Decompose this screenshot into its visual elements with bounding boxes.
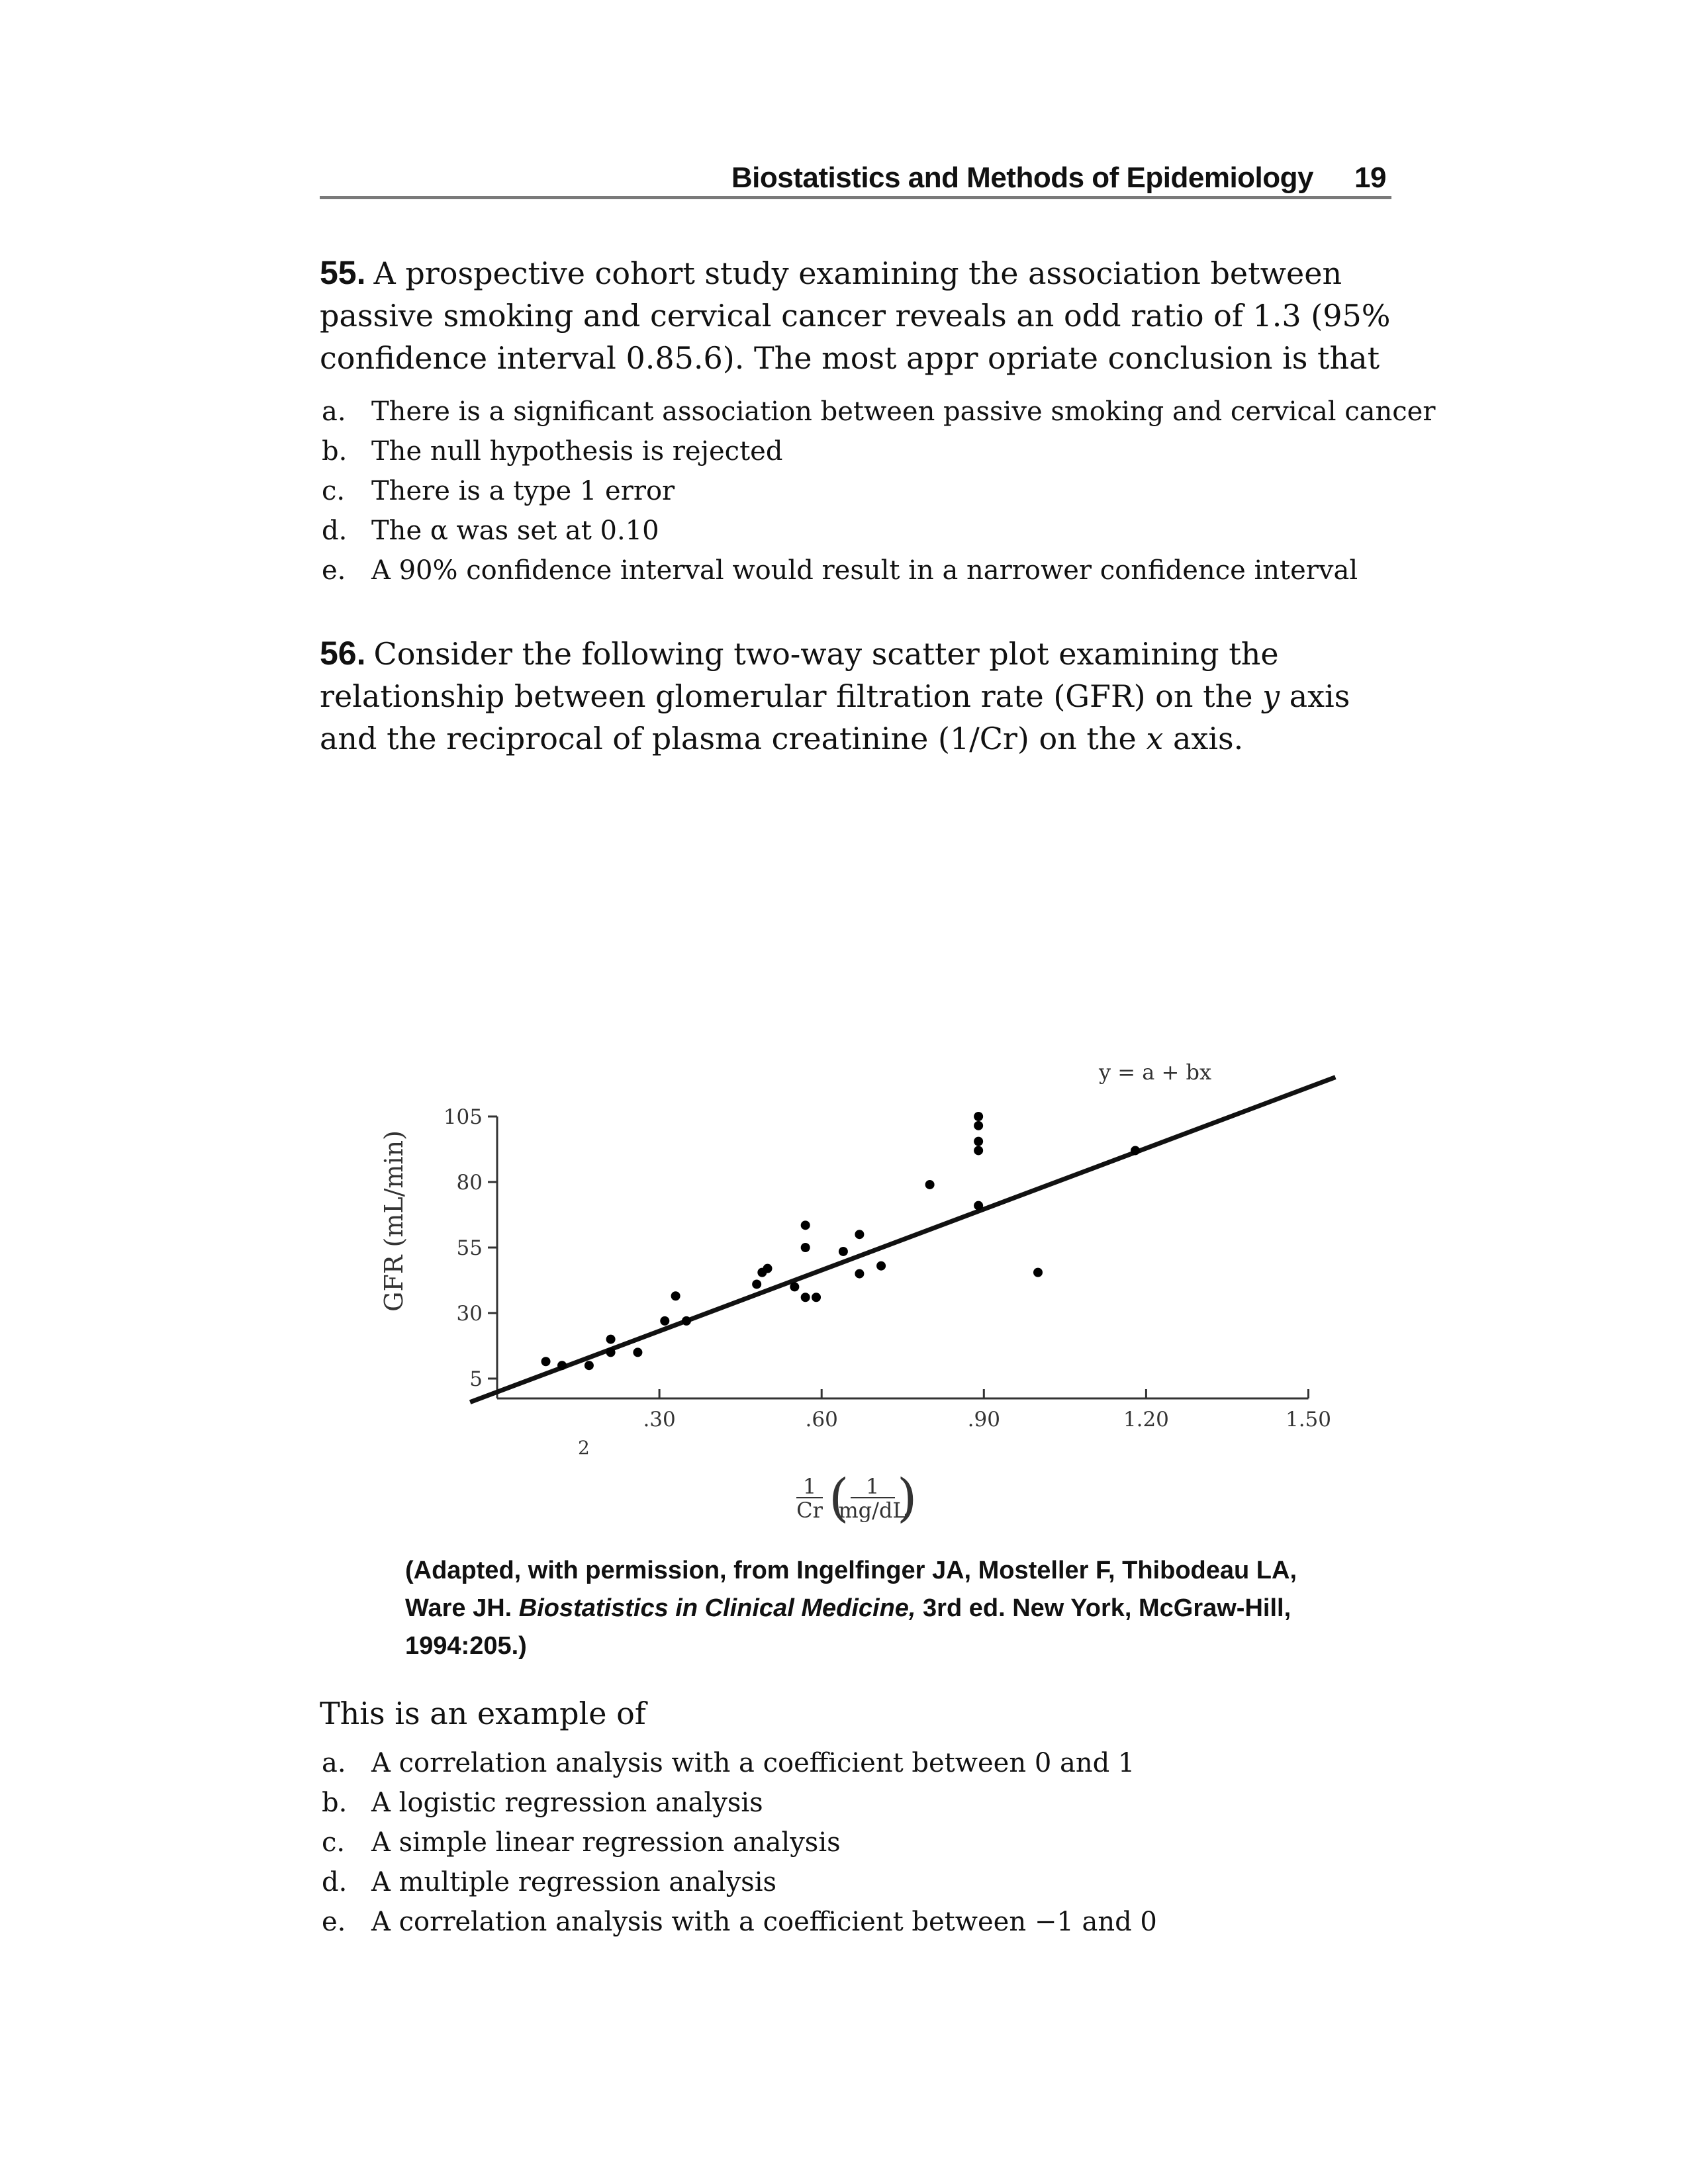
y-tick-label: 55 xyxy=(456,1236,483,1260)
y-variable: y xyxy=(1262,678,1280,714)
running-title: Biostatistics and Methods of Epidemiology xyxy=(731,161,1313,194)
option-text: A correlation analysis with a coefficient between −1 and 0 xyxy=(371,1907,1157,1937)
x-unit-denominator: mg/dL xyxy=(838,1498,907,1523)
option-d xyxy=(320,1862,1405,1902)
option-e xyxy=(320,1902,1405,1942)
option-text: The α was set at 0.10 xyxy=(371,516,659,546)
page-number: 19 xyxy=(1354,161,1386,194)
data-point xyxy=(839,1247,848,1256)
data-point xyxy=(974,1201,983,1210)
option-letter: b. xyxy=(322,436,348,467)
caption-publisher: 3rd ed. New York, McGraw-Hill, 1994:205.) xyxy=(405,1594,1291,1660)
question-text: A prospective cohort study examining the association between passive smoking and cervical cancer reveals an odd ratio of 1.3 (95% confidence interval 0.85.6). The most appr opriate conclusion is that xyxy=(320,255,1391,376)
data-point xyxy=(790,1282,799,1291)
option-text: There is a type 1 error xyxy=(371,476,675,506)
y-tick-label: 5 xyxy=(469,1367,483,1391)
option-text: A multiple regression analysis xyxy=(371,1867,777,1897)
y-tick-label: 105 xyxy=(443,1105,483,1129)
option-letter: e. xyxy=(322,1907,346,1937)
question-text-start: Consider the following two-way scatter plot examining the relationship between glomerular filtration rate (GFR) on the xyxy=(320,636,1279,714)
data-point xyxy=(541,1357,551,1366)
data-point xyxy=(801,1243,810,1252)
option-a xyxy=(320,392,1436,432)
x-label-paren-open: ( xyxy=(829,1469,849,1528)
question-56-options xyxy=(320,1743,1405,1942)
data-point xyxy=(606,1347,616,1357)
x-axis-label xyxy=(796,1469,917,1528)
data-points xyxy=(541,1112,1141,1370)
plot-axes xyxy=(497,1116,1309,1398)
caption-book-title: Biostatistics in Clinical Medicine, xyxy=(518,1594,916,1622)
option-text: The null hypothesis is rejected xyxy=(371,436,783,467)
option-a xyxy=(320,1743,1405,1783)
data-point xyxy=(801,1293,810,1302)
x-variable: x xyxy=(1146,721,1164,756)
data-point xyxy=(671,1291,680,1300)
x-tick-label: 1.50 xyxy=(1285,1408,1332,1432)
question-number: 55. xyxy=(320,254,366,291)
x-tick-label: .30 xyxy=(643,1408,676,1432)
data-point xyxy=(876,1261,886,1271)
data-point xyxy=(974,1146,983,1155)
data-point xyxy=(925,1180,935,1189)
option-text: A logistic regression analysis xyxy=(371,1788,763,1818)
axis-ticks xyxy=(444,1105,1331,1432)
y-tick-label: 30 xyxy=(456,1302,483,1326)
option-c xyxy=(320,1823,1405,1862)
question-text-end: axis. xyxy=(1172,721,1244,756)
data-point xyxy=(855,1269,864,1279)
option-text: A correlation analysis with a coefficient between 0 and 1 xyxy=(371,1748,1135,1778)
data-point xyxy=(585,1361,594,1370)
option-letter: d. xyxy=(322,516,348,546)
y-axis-label: GFR (mL/min) xyxy=(379,1130,408,1312)
option-letter: a. xyxy=(322,396,346,427)
x-tick-label: .90 xyxy=(967,1408,1000,1432)
option-letter: a. xyxy=(322,1748,346,1778)
option-letter: d. xyxy=(322,1867,348,1897)
data-point xyxy=(974,1121,983,1130)
data-point xyxy=(633,1347,642,1357)
option-d xyxy=(320,511,1405,551)
cluster-count-label: 2 xyxy=(578,1437,590,1459)
data-point xyxy=(1033,1268,1043,1277)
figure-caption xyxy=(405,1552,1312,1665)
option-letter: c. xyxy=(322,476,346,506)
x-unit-numerator: 1 xyxy=(865,1474,880,1499)
question-number: 56. xyxy=(320,635,366,672)
data-point xyxy=(763,1264,773,1273)
question-55-options xyxy=(320,392,1436,590)
option-e xyxy=(320,551,1405,590)
y-tick-label: 80 xyxy=(456,1171,483,1195)
option-b xyxy=(320,432,1405,471)
x-tick-label: 1.20 xyxy=(1123,1408,1169,1432)
option-text: A 90% confidence interval would result in a narrower confidence interval xyxy=(371,555,1358,586)
option-letter: c. xyxy=(322,1827,346,1858)
data-point xyxy=(855,1230,864,1239)
question-56-stem: This is an example of xyxy=(320,1696,646,1731)
data-point xyxy=(660,1316,669,1326)
data-point xyxy=(682,1316,691,1326)
data-point xyxy=(801,1220,810,1230)
gfr-scatter-plot xyxy=(371,788,1332,1529)
x-tick-label: .60 xyxy=(805,1408,838,1432)
question-text-mid: axis and the reciprocal of plasma creatinine (1/Cr) on the xyxy=(320,678,1350,756)
question-56 xyxy=(320,632,1392,760)
regression-line xyxy=(470,1077,1335,1402)
x-label-numerator: 1 xyxy=(802,1474,817,1499)
question-55 xyxy=(320,251,1392,379)
data-point xyxy=(1131,1146,1140,1155)
data-point xyxy=(974,1137,983,1146)
running-header xyxy=(320,159,1391,199)
data-point xyxy=(606,1335,616,1344)
data-point xyxy=(812,1293,821,1302)
data-point xyxy=(752,1279,761,1289)
option-b xyxy=(320,1783,1405,1823)
data-point xyxy=(974,1112,983,1121)
option-text: There is a significant association between passive smoking and cervical cancer xyxy=(371,396,1436,427)
option-text: A simple linear regression analysis xyxy=(371,1827,841,1858)
x-label-paren-close: ) xyxy=(897,1469,917,1528)
x-label-denominator: Cr xyxy=(796,1498,823,1523)
data-point xyxy=(557,1361,567,1370)
equation-label: y = a + bx xyxy=(1099,1060,1211,1085)
option-c xyxy=(320,471,1405,511)
option-letter: b. xyxy=(322,1788,348,1818)
caption-citation: (Adapted, with permission, from Ingelfinger JA, Mosteller F, Thibodeau LA, Ware JH. xyxy=(405,1557,1297,1622)
option-letter: e. xyxy=(322,555,346,586)
